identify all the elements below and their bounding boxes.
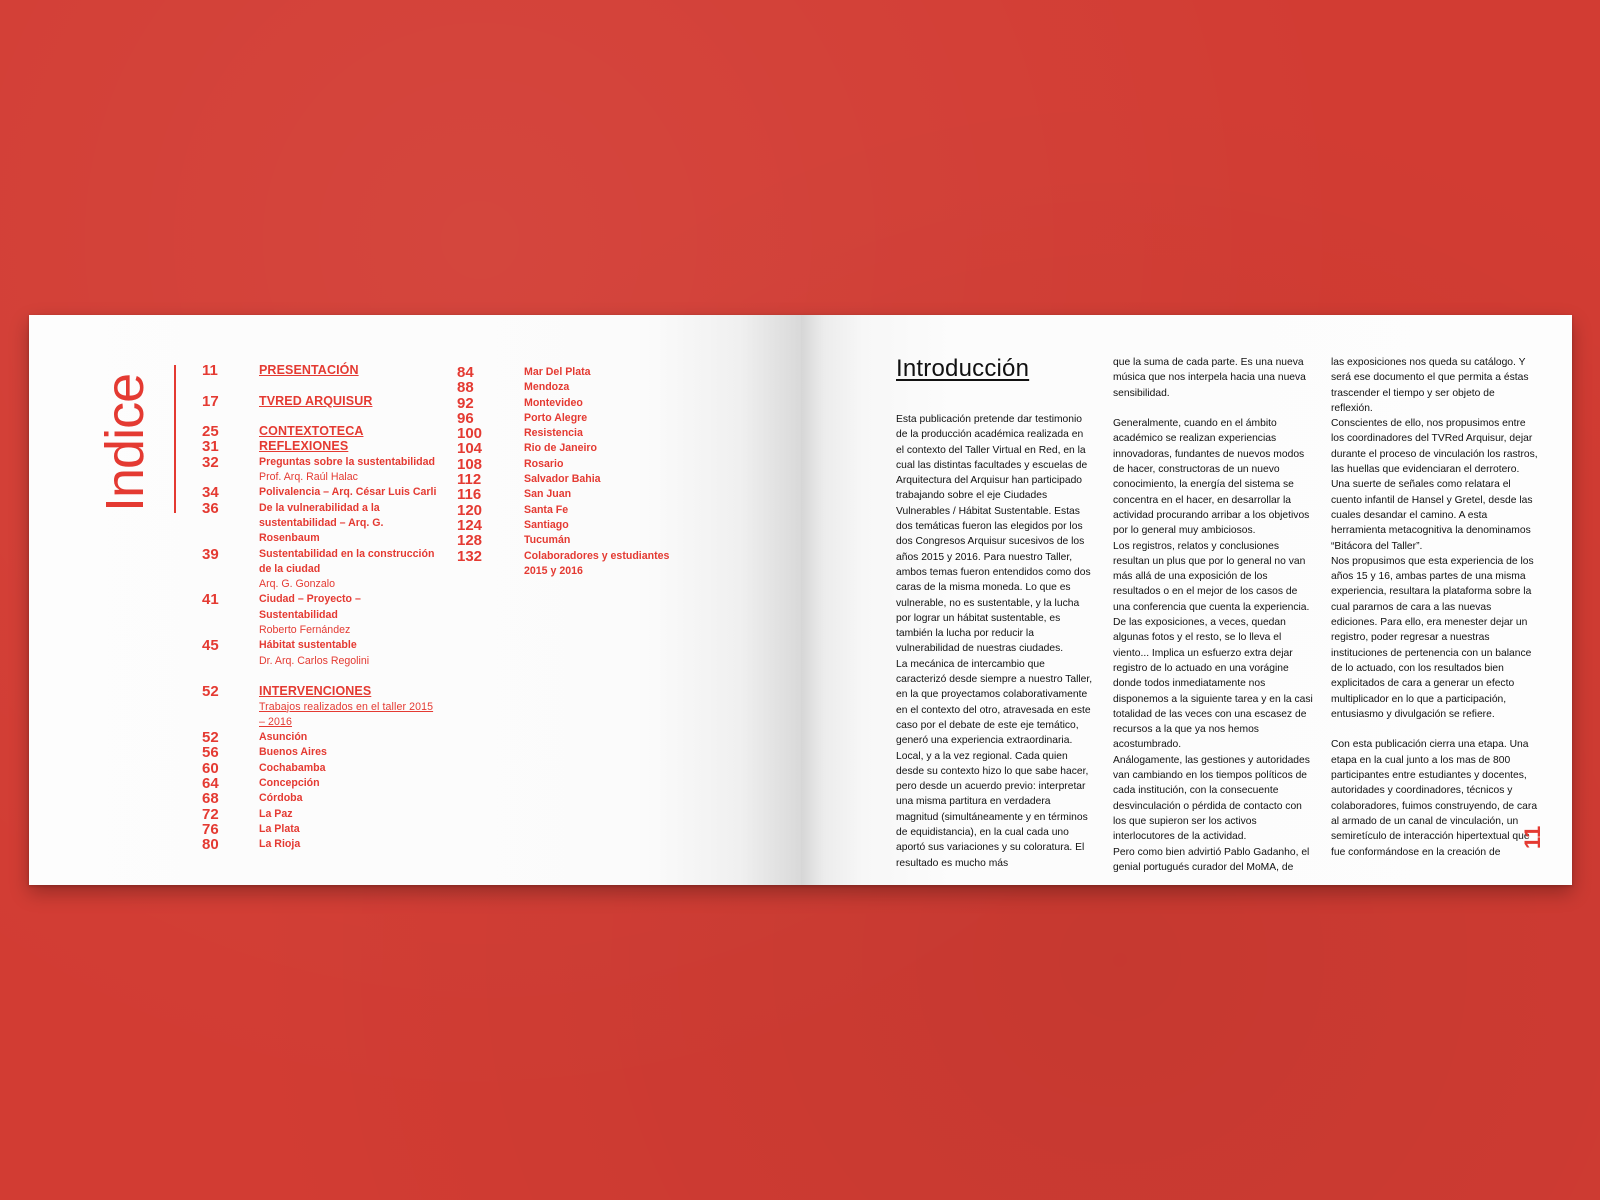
toc-title	[524, 380, 569, 395]
paragraph: Esta publicación pretende dar testimonio de la producción académica realizada en el contexto del Taller Virtual en Red, en la cual las distintas facultades y escuelas de Arquitectura del Arquisur han participado trabajando sobre el eje Ciudades Vulnerables / Hábitat Sustentable. Estas dos temáticas fueron las elegidos por los dos Congresos Arquisur sucesivos de los años 2015 y 2016. Para nuestro Taller, ambos temas fueron entendidos como dos caras de la misma moneda. Lo que es vulnerable, no es sustentable, y la lucha por lograr un hábitat sustentable, es también la lucha por reducir la vulnerabilidad de nuestras ciudades.	[896, 414, 1091, 655]
toc-title-text: Ciudad – Proyecto – Sustentabilidad	[259, 593, 361, 621]
toc-title	[524, 487, 571, 502]
toc-title-text: Sustentabilidad en la construcción de la ciudad	[259, 547, 435, 575]
toc-title	[259, 761, 326, 776]
toc-page-number: 84	[457, 364, 474, 381]
toc-entry[interactable]	[457, 411, 677, 426]
toc-page-number: 45	[202, 637, 219, 655]
toc-title-text: Polivalencia – Arq. César Luis Carli	[259, 486, 437, 499]
toc-title-text: San Juan	[524, 488, 572, 501]
toc-page-number: 56	[202, 744, 219, 762]
paragraph: Pero como bien advirtió Pablo Gadanho, el genial portugués curador del MoMA, de	[1113, 846, 1310, 873]
toc-page-number: 25	[202, 423, 219, 441]
toc-page-number: 72	[202, 805, 219, 823]
toc-title	[259, 822, 300, 837]
toc-title-text: Santiago	[524, 518, 569, 531]
toc-entry[interactable]	[457, 518, 677, 533]
toc-title-text: Mar Del Plata	[524, 366, 591, 378]
toc-title	[524, 472, 601, 487]
toc-entry[interactable]	[202, 501, 442, 547]
toc-page-number: 124	[457, 516, 483, 534]
toc-entry[interactable]	[457, 457, 677, 472]
toc-entry[interactable]	[202, 730, 442, 745]
toc-page-number: 96	[457, 409, 474, 427]
paragraph: las exposiciones nos queda su catálogo. Y será ese documento el que permita a éstas trascender el tiempo y ser objeto de reflexión.	[1331, 357, 1529, 414]
toc-entry[interactable]	[457, 472, 677, 487]
toc-title	[524, 411, 587, 426]
toc-title	[259, 501, 442, 547]
toc-title	[259, 394, 372, 409]
toc-page-number: 31	[202, 438, 219, 456]
intro-heading: Introducción	[896, 355, 1030, 382]
toc-entry[interactable]	[457, 441, 677, 456]
toc-title	[259, 363, 359, 378]
toc-page-number: 104	[457, 440, 483, 458]
toc-title	[259, 592, 442, 638]
index-heading-text: Indice	[95, 373, 155, 512]
toc-entry[interactable]	[457, 533, 677, 548]
toc-title-text: Montevideo	[524, 396, 583, 409]
toc-title-text: Asunción	[259, 731, 308, 744]
toc-entry[interactable]	[202, 745, 442, 760]
paragraph: Los registros, relatos y conclusiones resultan un plus que por lo general no van más allá de una exposición de los resultados o en el mejor de los casos de una conferencia que cuenta la experiencia. De las exposiciones, a veces, quedan algunas fotos y el resto, se lo lleva el viento... Implica un esfuerzo extra dejar registro de lo actuado en una vorágine donde todos inmediatamente nos disponemos a la siguiente tarea y en la casi totalidad de las veces con una escasez de recursos a la que ya nos hemos acostumbrado.	[1113, 540, 1313, 751]
toc-entry[interactable]	[202, 837, 442, 852]
toc-title	[259, 807, 293, 822]
toc-title-text: Colaboradores y estudiantes 2015 y 2016	[524, 549, 670, 577]
toc-page-number: 128	[457, 532, 483, 550]
toc-column-1	[202, 363, 442, 853]
right-page	[801, 315, 1572, 885]
toc-title-text: Porto Alegre	[524, 411, 588, 424]
toc-page-number: 39	[202, 545, 219, 563]
toc-title-text: Tucumán	[524, 534, 571, 547]
toc-page-number: 132	[457, 547, 483, 565]
toc-page-number: 36	[202, 499, 219, 517]
toc-entry[interactable]	[202, 363, 442, 378]
toc-entry[interactable]	[202, 592, 442, 638]
index-rule	[174, 365, 176, 513]
toc-title	[259, 638, 369, 669]
toc-entry[interactable]	[202, 424, 442, 439]
toc-page-number: 108	[457, 455, 483, 473]
toc-entry[interactable]	[202, 822, 442, 837]
toc-page-number: 17	[202, 392, 219, 410]
toc-title-text: Rio de Janeiro	[524, 442, 597, 455]
toc-title-text: Salvador Bahia	[524, 473, 601, 486]
toc-title-text: Buenos Aires	[259, 746, 327, 759]
toc-page-number: 68	[202, 790, 219, 808]
toc-title	[524, 503, 568, 518]
toc-title	[259, 547, 442, 593]
toc-title-text: Santa Fe	[524, 503, 569, 516]
toc-title	[259, 837, 300, 852]
toc-title	[259, 745, 327, 760]
paragraph: que la suma de cada parte. Es una nueva música que nos interpela hacia una nueva sensibilidad.	[1113, 357, 1306, 399]
paragraph: Con esta publicación cierra una etapa. Una etapa en la cual junto a los mas de 800 participantes entre estudiantes y docentes, autoridades y coordinadores, técnicos y colaboradores, fuimos construyendo, de cara al armado de un canal de vinculación, un semiretículo de interacción hipertextual que fue conformándose en la creación de	[1331, 739, 1538, 858]
toc-subtitle: Arq. G. Gonzalo	[259, 578, 335, 591]
toc-title	[524, 365, 591, 380]
toc-title-text: PRESENTACIÓN	[259, 363, 359, 377]
toc-entry[interactable]	[202, 684, 442, 730]
toc-page-number: 116	[457, 486, 482, 504]
toc-title	[524, 426, 583, 441]
toc-title	[259, 485, 436, 500]
toc-page-number: 120	[457, 501, 483, 519]
toc-page-number: 92	[457, 394, 474, 412]
toc-title-text: La Paz	[259, 807, 293, 820]
toc-entry[interactable]	[202, 638, 442, 669]
toc-page-number: 88	[457, 379, 474, 397]
toc-title	[524, 549, 677, 580]
left-page	[29, 315, 801, 885]
paragraph: La mecánica de intercambio que caracterizó desde siempre a nuestro Taller, en la que proyectamos colaborativamente en el contexto del otro, atravesada en este caso por el debate de este eje temático, generó una experiencia extraordinaria. Local, y a la vez regional. Cada quien desde su contexto hizo lo que sabe hacer, pero desde un acuerdo previo: interpretar una misma partitura en verdadera magnitud (simultáneamente y en términos de equidistancia), en la cual cada uno aportó sus variaciones y su coloratura. El resultado es mucho más	[896, 658, 1093, 869]
toc-title-text: Preguntas sobre la sustentabilidad	[259, 455, 436, 468]
toc-title	[524, 533, 570, 548]
toc-title-text: Córdoba	[259, 792, 303, 805]
toc-title-text: La Plata	[259, 822, 300, 835]
toc-title-text: REFLEXIONES	[259, 439, 349, 454]
toc-title	[259, 776, 320, 791]
paragraph: Conscientes de ello, nos propusimos entre los coordinadores del TVRed Arquisur, dejar durante el proceso de vinculación los rastros, las huellas que evidenciaran el derrotero. Una suerte de señales como relatara el cuento infantil de Hansel y Gretel, desde las cuales desandar el camino. A esta herramienta metacognitiva la denominamos “Bitácora del Taller”.	[1331, 418, 1538, 552]
text-column-3	[1331, 355, 1539, 860]
toc-entry[interactable]	[202, 807, 442, 822]
toc-entry[interactable]	[202, 791, 442, 806]
toc-title-text: INTERVENCIONES	[259, 684, 372, 699]
toc-entry[interactable]	[457, 365, 677, 380]
toc-entry[interactable]	[202, 455, 442, 486]
toc-page-number: 60	[202, 759, 219, 777]
toc-title	[259, 424, 363, 439]
toc-title-text: La Rioja	[259, 838, 301, 851]
toc-title	[259, 684, 442, 730]
toc-page-number: 100	[457, 425, 483, 443]
paragraph: Análogamente, las gestiones y autoridades van cambiando en los tiempos políticos de cada institución, con la consecuente desvinculación o pérdida de contacto con los que supieron ser los activos interlocutores de la actividad.	[1113, 754, 1310, 843]
toc-page-number: 41	[202, 591, 219, 609]
toc-title	[259, 439, 348, 454]
toc-title	[259, 455, 435, 486]
toc-title	[524, 457, 563, 472]
toc-page-number: 76	[202, 820, 219, 838]
toc-subtitle: Roberto Fernández	[259, 624, 351, 637]
toc-title	[524, 441, 597, 456]
toc-entry[interactable]	[457, 396, 677, 411]
brochure-spread	[29, 315, 1572, 885]
toc-page-number: 64	[202, 775, 219, 793]
toc-title-text: Rosario	[524, 457, 564, 470]
page-number-text: 11	[1520, 825, 1545, 849]
toc-entry[interactable]	[202, 776, 442, 791]
toc-subtitle: Prof. Arq. Raúl Halac	[259, 471, 358, 484]
toc-title-text: Resistencia	[524, 427, 583, 440]
toc-page-number: 52	[202, 729, 219, 747]
toc-subtitle: Dr. Arq. Carlos Regolini	[259, 654, 370, 667]
index-heading	[95, 362, 181, 512]
toc-title-text: Cochabamba	[259, 761, 326, 774]
paragraph: Generalmente, cuando en el ámbito académico se realizan experiencias innovadoras, fundantes de nuevos modos de hacer, constructoras de un nuevo conocimiento, la energía del sistema se concentra en el hacer, en desarrollar la actividad procurando arribar a los objetivos por lo general muy ambiciosos.	[1113, 418, 1310, 537]
toc-entry[interactable]	[202, 394, 442, 409]
toc-title-text: Mendoza	[524, 381, 570, 394]
toc-page-number: 32	[202, 453, 219, 471]
toc-entry[interactable]	[457, 503, 677, 518]
toc-page-number: 34	[202, 484, 219, 502]
text-column-1	[896, 412, 1094, 871]
toc-page-number: 80	[202, 836, 219, 854]
toc-title	[524, 518, 569, 533]
page-number	[1521, 825, 1551, 849]
toc-title	[259, 730, 307, 745]
toc-title-text: Hábitat sustentable	[259, 639, 357, 652]
toc-title	[259, 791, 303, 806]
toc-subtitle: Trabajos realizados en el taller 2015 – 2016	[259, 700, 434, 728]
toc-entry[interactable]	[457, 487, 677, 502]
toc-title-text: TVRED ARQUISUR	[259, 393, 373, 408]
toc-page-number: 52	[202, 683, 219, 701]
toc-page-number: 112	[457, 471, 482, 489]
toc-title	[524, 396, 583, 411]
toc-title-text: Concepción	[259, 777, 320, 790]
toc-entry[interactable]	[457, 426, 677, 441]
toc-entry[interactable]	[457, 549, 677, 580]
toc-entry[interactable]	[202, 547, 442, 593]
toc-title-text: De la vulnerabilidad a la sustentabilidad – Arq. G. Rosenbaum	[259, 501, 384, 545]
paragraph: Nos propusimos que esta experiencia de los años 15 y 16, ambas partes de una misma experiencia, resultara la plataforma sobre la cual pararnos de cara a las nuevas ediciones. Para ello, era menester dejar un registro, poder regresar a nuestras instituciones de pertenencia con un balance de lo actuado, con los resultados bien explicitados de cara a generar un efecto multiplicador en lo que a participación, entusiasmo y divulgación se refiere.	[1331, 555, 1534, 720]
toc-entry[interactable]	[457, 380, 677, 395]
text-column-2	[1113, 355, 1317, 875]
toc-page-number: 11	[202, 362, 218, 379]
toc-entry[interactable]	[202, 439, 442, 454]
toc-entry[interactable]	[202, 761, 442, 776]
toc-title-text: CONTEXTOTECA	[259, 424, 364, 439]
toc-entry[interactable]	[202, 485, 442, 500]
toc-column-2	[457, 365, 677, 579]
